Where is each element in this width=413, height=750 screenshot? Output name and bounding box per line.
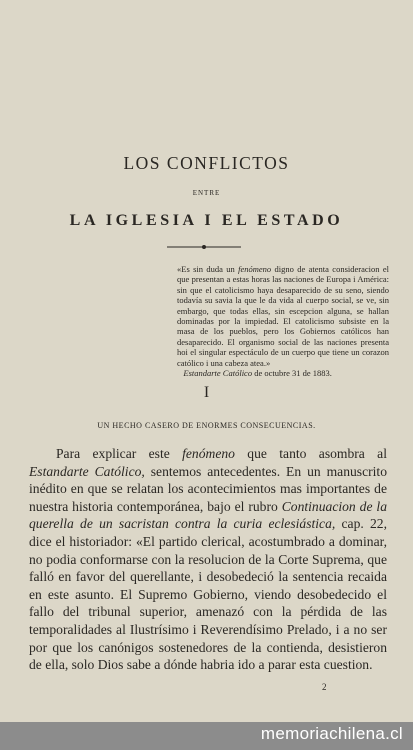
chapter-number: I	[203, 384, 210, 401]
page-number: 2	[322, 682, 327, 692]
body-text	[29, 445, 387, 674]
epigraph-text-b: digno de atenta consideracion el que presentan a estas horas las naciones de Europa i América: sin que el catolicismo haya desaparecido de su seno, siendo todavía su savia la que le da vida al cuerpo social, se ve, sin embargo, que todas ellas, sin escepcion alguna, se hallan dominadas por la impiedad. El catolicismo subsiste en la masa de los pueblos, pero los Gobiernos católicos han desaparecido. El organismo social de las naciones presenta hoi el singular espectáculo de un cuerpo que tiene un corazon católico i una cabeza atea.»	[177, 264, 389, 368]
chapter-title: UN HECHO CASERO DE ENORMES CONSECUENCIAS.	[97, 421, 316, 430]
epigraph-emphasis: fenómeno	[238, 264, 272, 274]
epigraph-quote	[177, 264, 389, 368]
watermark-text: memoriachilena.cl	[260, 724, 403, 743]
document-title: LOS CONFLICTOS	[123, 153, 290, 173]
body-italic-1: fenómeno	[182, 446, 235, 461]
epigraph-date: de octubre 31 de 1883.	[252, 368, 332, 379]
document-subtitle: LA IGLESIA I EL ESTADO	[69, 212, 344, 229]
title-connector: ENTRE	[192, 189, 221, 197]
ornament-rule	[167, 244, 241, 250]
epigraph-attribution	[177, 368, 389, 378]
body-text-4: cap. 22, dice el historiador: «El partido clerical, acostumbrado a dominar, no podia conformarse con la resolucion de la Corte Suprema, que falló en favor del querellante, i desobedeció la sentencia recaida en este asunto. El Supremo Gobierno, viendo desobedecido el fallo del tribunal superior, amenazó con la pérdida de las temporalidades al Ilustrísimo i Reverendísimo Prelado, i a no ser por que los canónigos sostenedores de la contienda, desistieron de ella, solo Dios sabe a dónde habria ido a parar esta cuestion.	[29, 516, 387, 673]
body-paragraph	[29, 445, 387, 674]
epigraph-source: Estandarte Católico	[183, 368, 253, 379]
body-text-1: Para explicar este	[56, 446, 183, 461]
body-italic-3: Continuacion de la querella de un sacristan contra la curia eclesiástica,	[29, 498, 387, 532]
body-text-2: que tanto asombra al	[234, 446, 387, 461]
body-italic-2: Estandarte Católico,	[29, 463, 145, 479]
watermark-bar	[0, 722, 413, 750]
epigraph	[177, 264, 389, 378]
body-text-3: sentemos antecedentes. En un manuscrito inédito en que se relatan los acontecimientos mas importantes de nuestra historia contemporánea, bajo el rubro	[29, 463, 387, 514]
epigraph-text-a: «Es sin duda un	[177, 264, 239, 274]
